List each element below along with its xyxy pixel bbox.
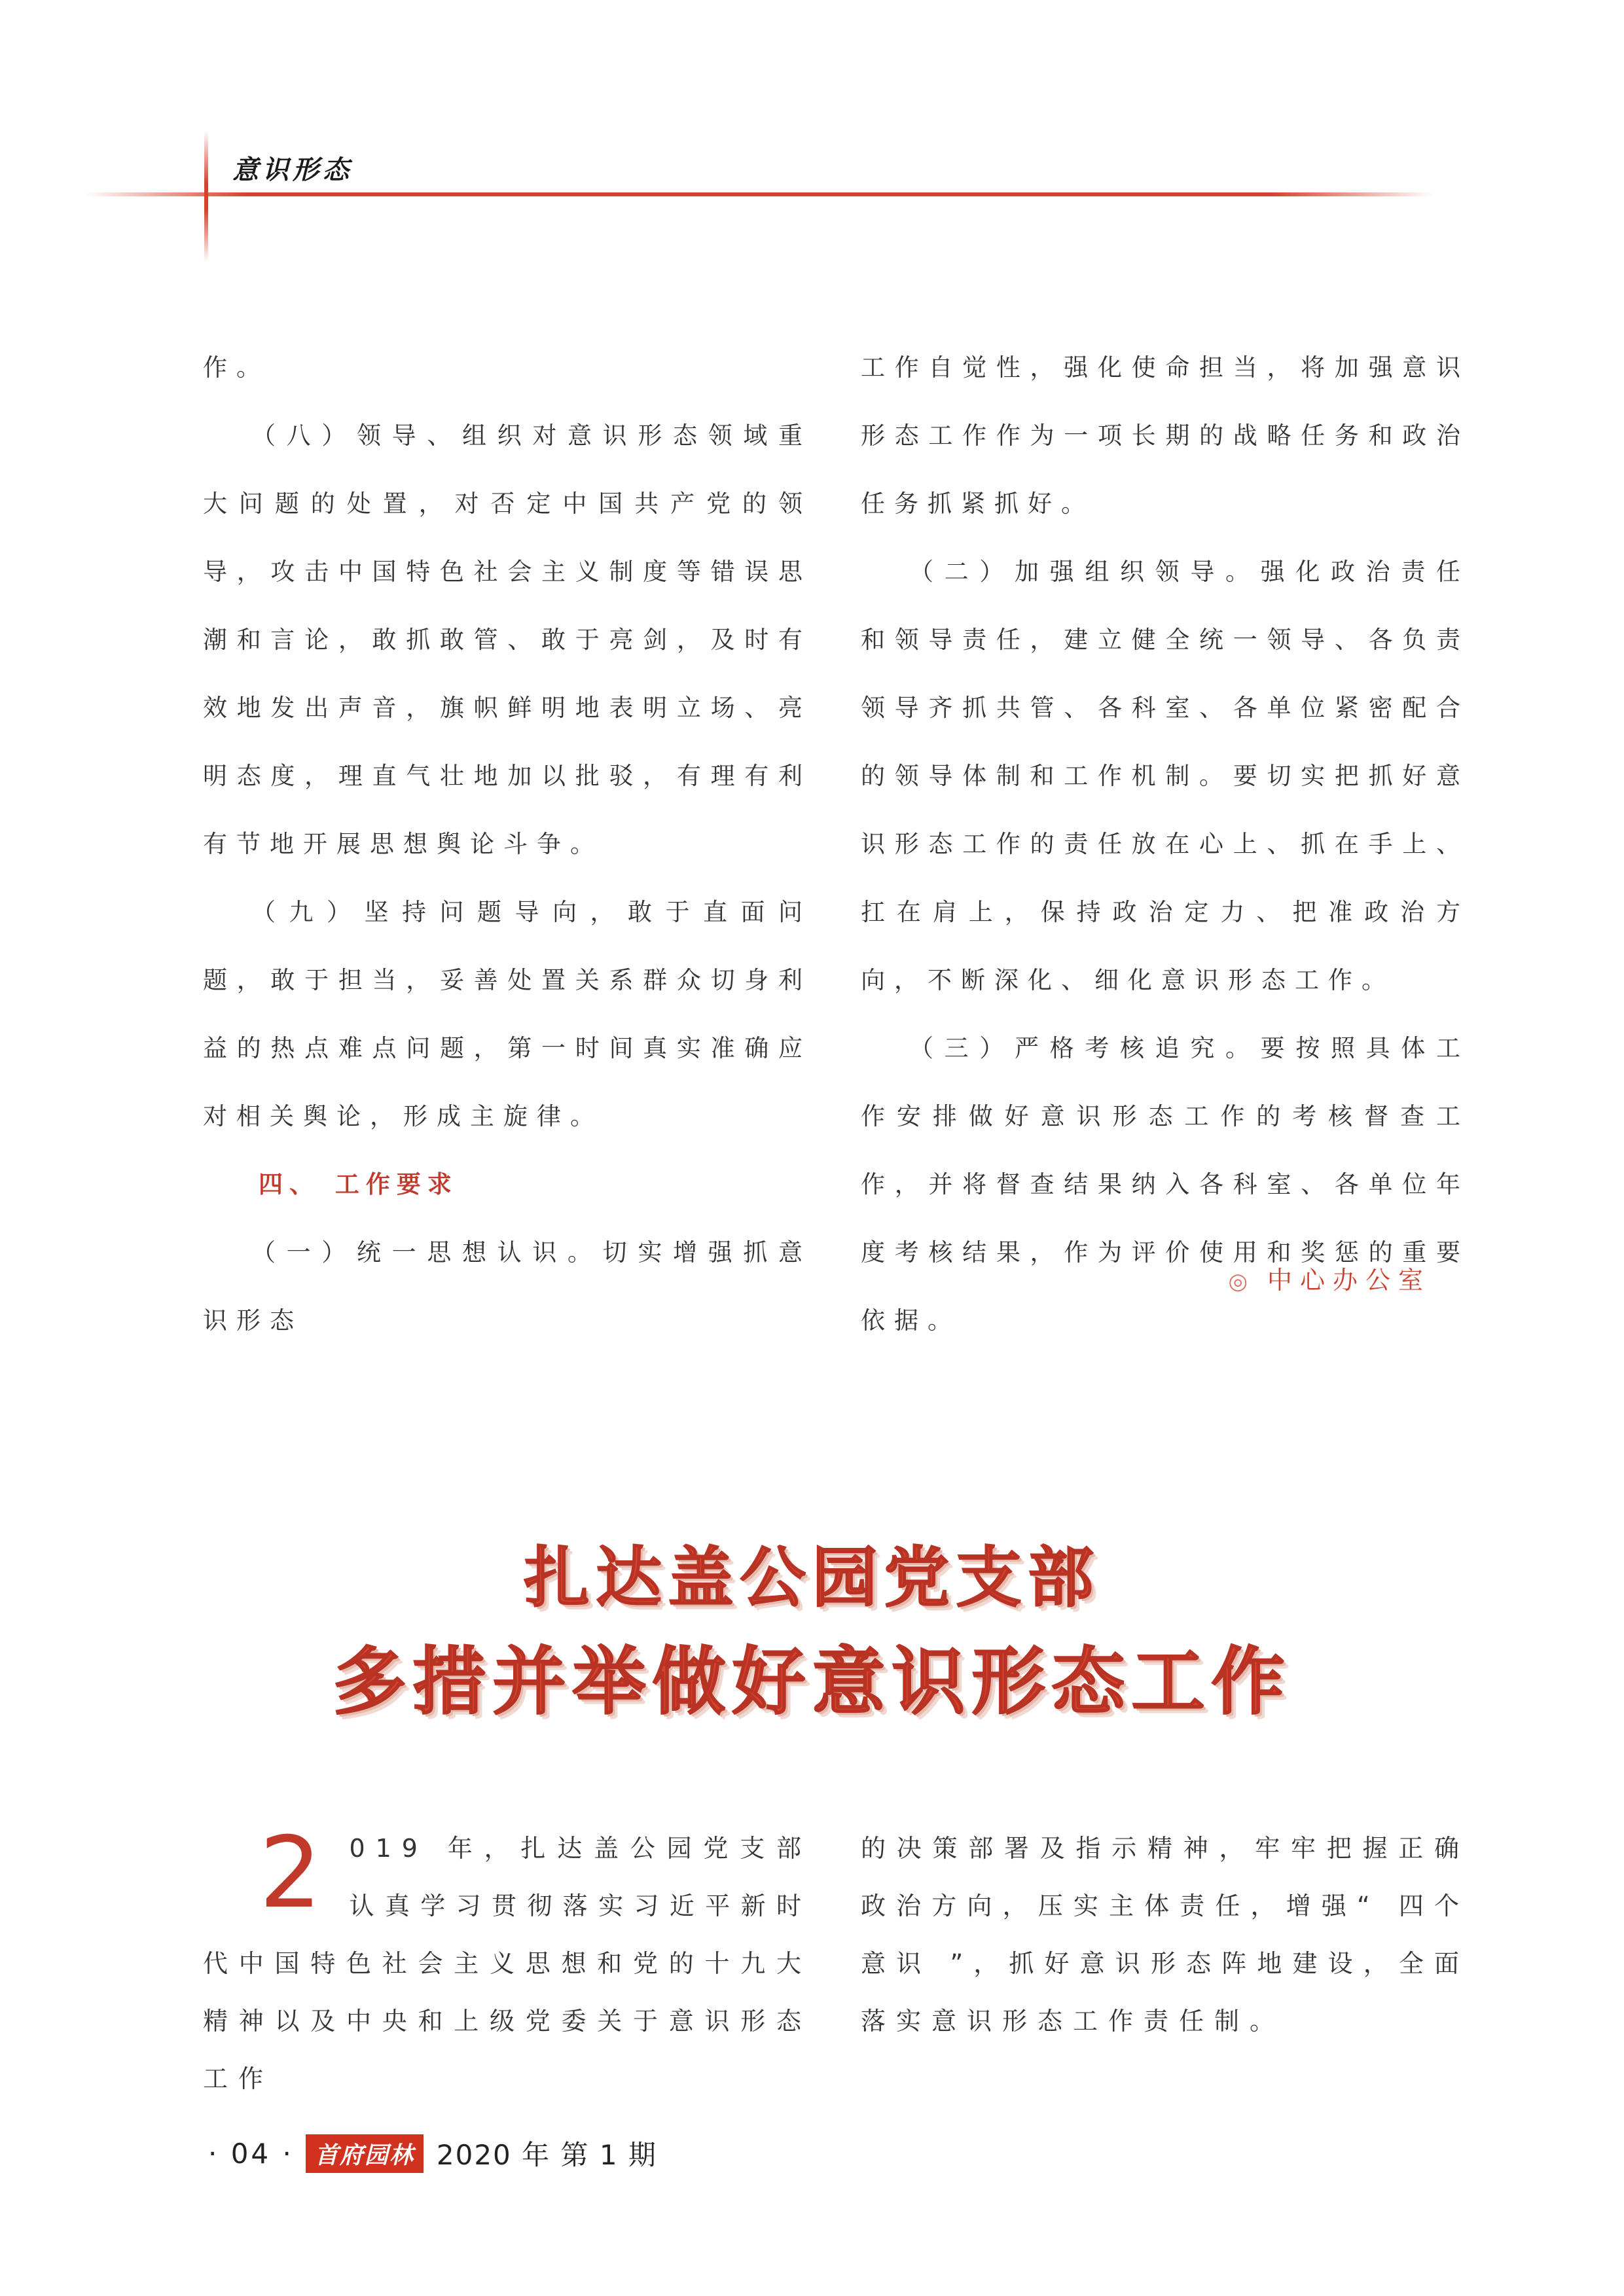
header-vertical-rule bbox=[204, 131, 208, 262]
bullseye-icon: ◎ bbox=[1228, 1268, 1255, 1295]
article-right-column bbox=[861, 1820, 1470, 2050]
article-paragraph: 的决策部署及指示精神，牢牢把握正确政治方向，压实主体责任，增强“ 四个意识 ”，抓好意识形态阵地建设，全面落实意识形态工作责任制。 bbox=[861, 1834, 1470, 2036]
byline bbox=[1228, 1260, 1431, 1296]
header-rule bbox=[85, 192, 1434, 196]
article-text: 019 年，扎达盖公园党支部认真学习贯彻落实习近平新时代中国特色社会主义思想和党的十九大精神以及中央和上级党委关于意识形态工作 bbox=[203, 1834, 812, 2093]
paragraph: （八）领导、组织对意识形态领域重大问题的处置，对否定中国共产党的领导，攻击中国特色社会主义制度等错误思潮和言论，敢抓敢管、敢于亮剑，及时有效地发出声音，旗帜鲜明地表明立场、亮明态度，理直气壮地加以批驳，有理有利有节地开展思想舆论斗争。 bbox=[203, 422, 812, 858]
section-label: 意识形态 bbox=[232, 154, 353, 185]
paragraph: 工作自觉性，强化使命担当，将加强意识形态工作作为一项长期的战略任务和政治任务抓紧抓好。 bbox=[861, 353, 1470, 518]
paragraph: （三）严格考核追究。要按照具体工作安排做好意识形态工作的考核督查工作，并将督查结果纳入各科室、各单位年度考核结果，作为评价使用和奖惩的重要依据。 bbox=[861, 1034, 1470, 1335]
issue-label: 2020 年 第 1 期 bbox=[436, 2139, 657, 2171]
article-title-line2: 多措并举做好意识形态工作 bbox=[333, 1640, 1291, 1725]
drop-cap: 2 bbox=[259, 1816, 333, 1930]
magazine-logo: 首府园林 bbox=[306, 2134, 424, 2173]
article-title-line1: 扎达盖公园党支部 bbox=[524, 1539, 1100, 1616]
byline-author: 中心办公室 bbox=[1267, 1266, 1431, 1295]
section-subheading: 四、 工作要求 bbox=[259, 1170, 458, 1198]
paragraph: （九）坚持问题导向，敢于直面问题，敢于担当，妥善处置关系群众切身利益的热点难点问题，第一时间真实准确应对相关舆论，形成主旋律。 bbox=[203, 898, 812, 1130]
right-column bbox=[861, 334, 1470, 1355]
article-paragraph bbox=[203, 1816, 812, 2108]
article-left-column bbox=[203, 1816, 812, 2108]
page-footer bbox=[208, 2134, 657, 2173]
page-number: · 04 · bbox=[208, 2137, 294, 2170]
paragraph: （一）统一思想认识。切实增强抓意识形态 bbox=[203, 1238, 812, 1335]
left-column bbox=[203, 334, 812, 1355]
paragraph: （二）加强组织领导。强化政治责任和领导责任，建立健全统一领导、各负责领导齐抓共管、各科室、各单位紧密配合的领导体制和工作机制。要切实把抓好意识形态工作的责任放在心上、抓在手上、扛在肩上，保持政治定力、把准政治方向，不断深化、细化意识形态工作。 bbox=[861, 558, 1470, 994]
paragraph: 作。 bbox=[203, 353, 270, 382]
